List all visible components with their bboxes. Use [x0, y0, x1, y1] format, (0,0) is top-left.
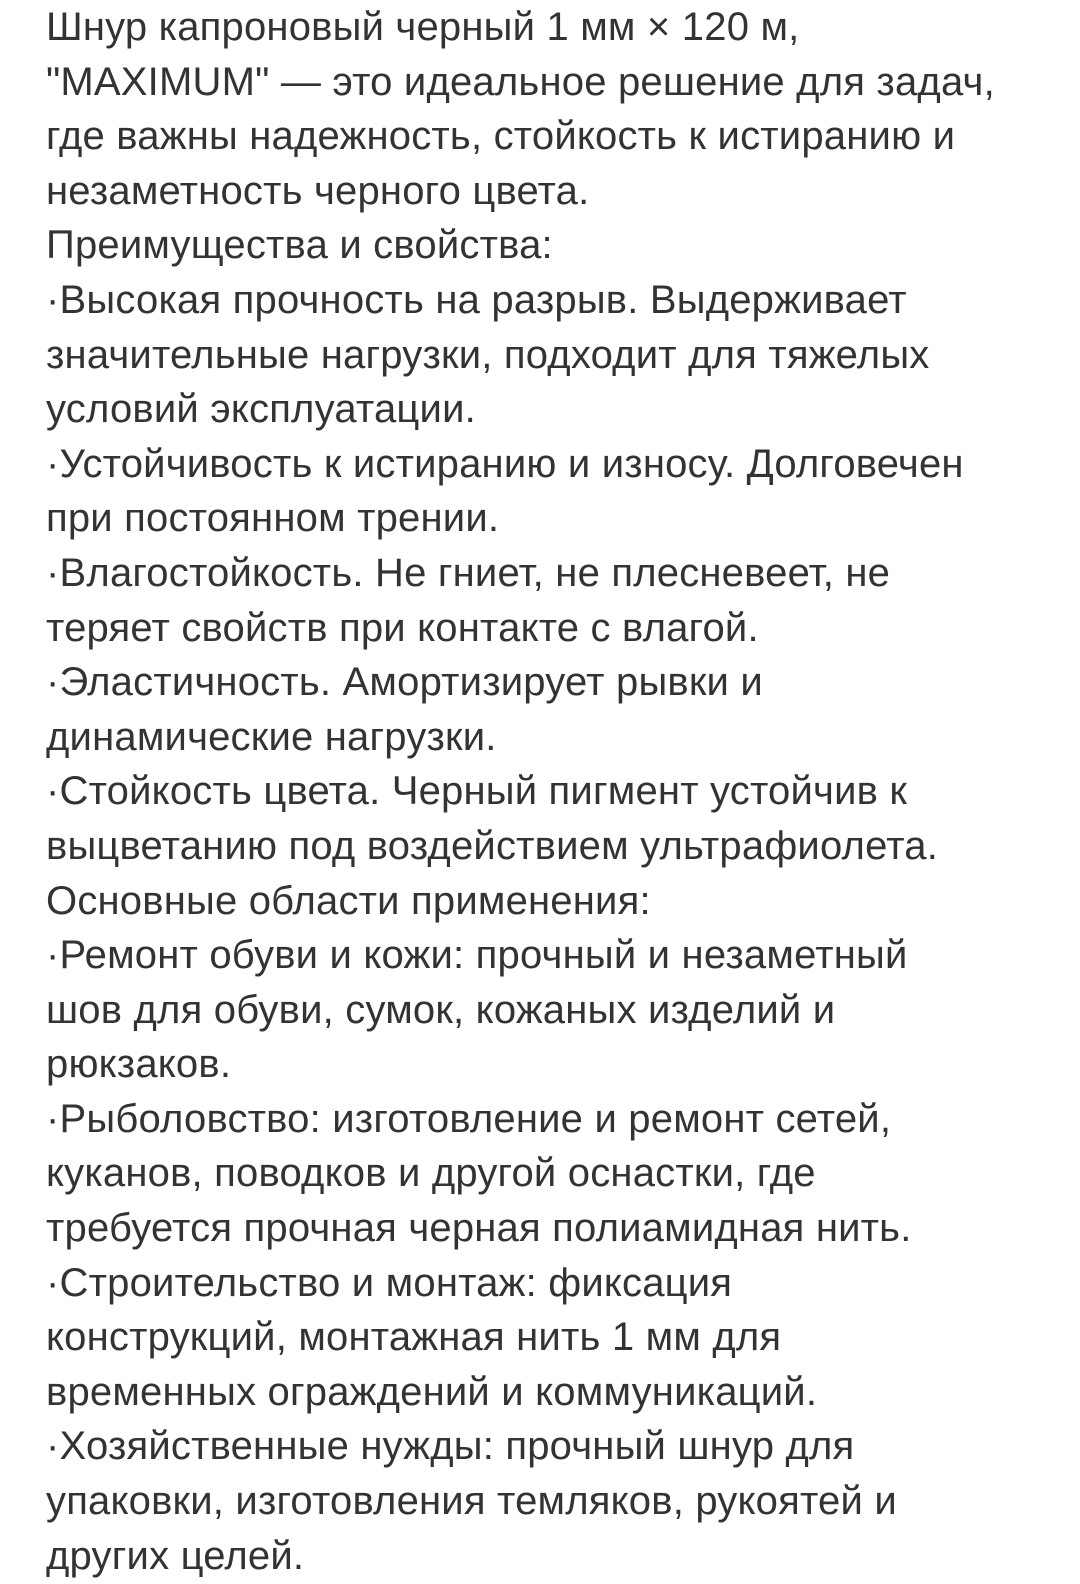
- description-line: "MAXIMUM" — это идеальное решение для задач,: [46, 59, 995, 104]
- description-line: динамические нагрузки.: [46, 714, 497, 759]
- description-bullet-line: ·Строительство и монтаж: фиксация: [46, 1260, 733, 1305]
- description-bullet-line: ·Устойчивость к истиранию и износу. Долговечен: [46, 441, 964, 486]
- description-line: временных ограждений и коммуникаций.: [46, 1369, 818, 1414]
- description-line: при постоянном трении.: [46, 496, 500, 541]
- description-heading-advantages: Преимущества и свойства:: [46, 223, 553, 268]
- description-line: условий эксплуатации.: [46, 387, 476, 432]
- description-line: незаметность черного цвета.: [46, 168, 590, 213]
- description-line: конструкций, монтажная нить 1 мм для: [46, 1315, 782, 1360]
- description-line: других целей.: [46, 1533, 305, 1578]
- description-line: значительные нагрузки, подходит для тяжелых: [46, 332, 930, 377]
- description-bullet-line: ·Ремонт обуви и кожи: прочный и незаметный: [46, 933, 908, 978]
- description-line: Шнур капроновый черный 1 мм × 120 м,: [46, 5, 800, 49]
- description-bullet-line: ·Хозяйственные нужды: прочный шнур для: [46, 1424, 855, 1469]
- description-line: где важны надежность, стойкость к истиранию и: [46, 114, 956, 159]
- description-line: куканов, поводков и другой оснастки, где: [46, 1151, 816, 1196]
- description-line: выцветанию под воздействием ультрафиолета.: [46, 823, 939, 868]
- description-bullet-line: ·Стойкость цвета. Черный пигмент устойчив к: [46, 769, 908, 814]
- description-line: шов для обуви, сумок, кожаных изделий и: [46, 987, 836, 1032]
- description-heading-applications: Основные области применения:: [46, 878, 651, 923]
- description-bullet-line: ·Рыболовство: изготовление и ремонт сетей,: [46, 1096, 892, 1141]
- description-bullet-line: ·Эластичность. Амортизирует рывки и: [46, 660, 763, 705]
- description-line: рюкзаков.: [46, 1042, 232, 1087]
- description-line: требуется прочная черная полиамидная нить.: [46, 1206, 912, 1251]
- description-line: упаковки, изготовления темляков, рукоятей и: [46, 1479, 897, 1524]
- description-bullet-line: ·Влагостойкость. Не гниет, не плесневеет, не: [46, 550, 891, 595]
- description-line: теряет свойств при контакте с влагой.: [46, 605, 759, 650]
- description-bullet-line: ·Высокая прочность на разрыв. Выдерживает: [46, 277, 907, 322]
